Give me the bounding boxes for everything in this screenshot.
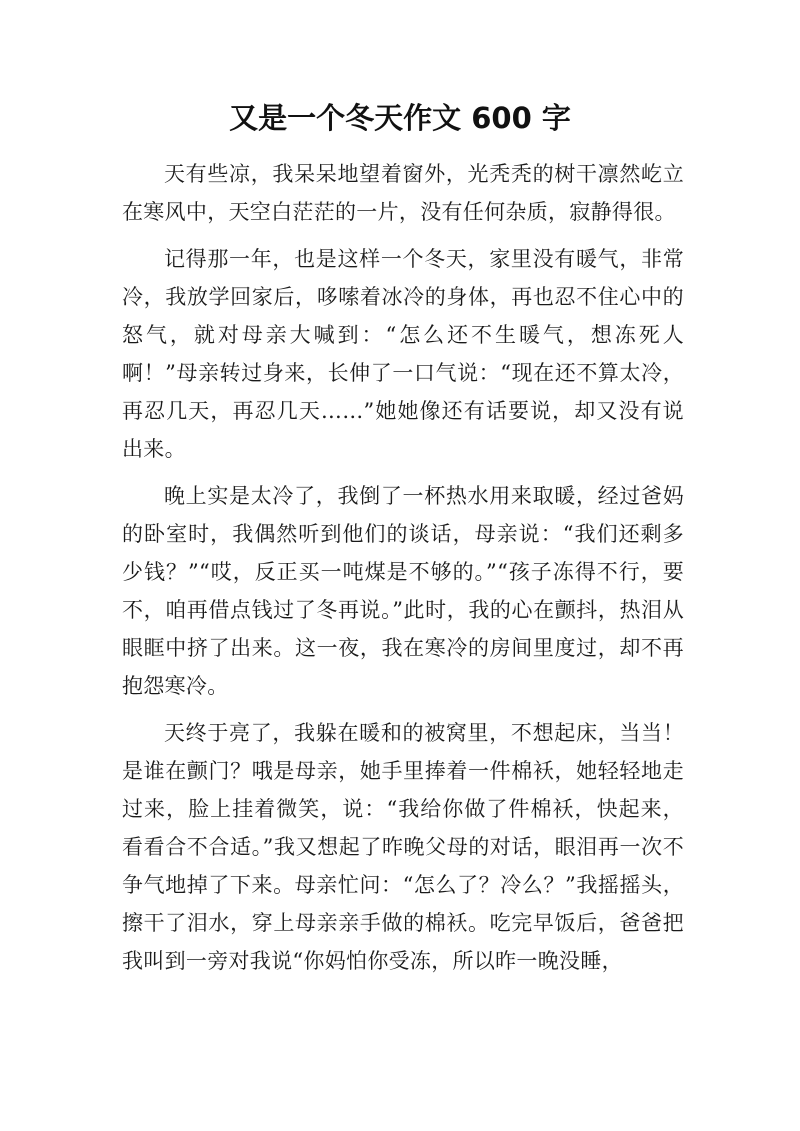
paragraph-3: 晚上实是太冷了，我倒了一杯热水用来取暖，经过爸妈的卧室时，我偶然听到他们的谈话，母亲说：“我们还剩多少钱？”“哎，反正买一吨煤是不够的。”“孩子冻得不行，要不，咱再借点钱过了冬再说。”此时，我的心在颤抖，热泪从眼眶中挤了出来。这一夜，我在寒冷的房间里度过，却不再抱怨寒冷。 <box>122 484 684 698</box>
essay-title: 又是一个冬天作文 600 字 <box>229 101 571 135</box>
paragraph-2: 记得那一年，也是这样一个冬天，家里没有暖气，非常冷，我放学回家后，哆嗦着冰冷的身体，再也忍不住心中的怒气，就对母亲大喊到：“怎么还不生暖气，想冻死人啊！”母亲转过身来，长伸了一口气说：“现在还不算太冷，再忍几天，再忍几天……”她她像还有话要说，却又没有说出来。 <box>122 247 684 461</box>
paragraph-1: 天有些凉，我呆呆地望着窗外，光秃秃的树干凛然屹立在寒风中，天空白茫茫的一片，没有任何杂质，寂静得很。 <box>122 162 684 224</box>
essay-body <box>122 155 684 989</box>
paragraph-4: 天终于亮了，我躲在暖和的被窝里，不想起床，当当！是谁在颤门？哦是母亲，她手里捧着一件棉袄，她轻轻地走过来，脸上挂着微笑，说：“我给你做了件棉袄，快起来，看看合不合适。”我又想起了昨晚父母的对话，眼泪再一次不争气地掉了下来。母亲忙问：“怎么了？冷么？”我摇摇头，擦干了泪水，穿上母亲亲手做的棉袄。吃完早饭后，爸爸把我叫到一旁对我说“你妈怕你受冻，所以昨一晚没睡， <box>122 721 684 973</box>
